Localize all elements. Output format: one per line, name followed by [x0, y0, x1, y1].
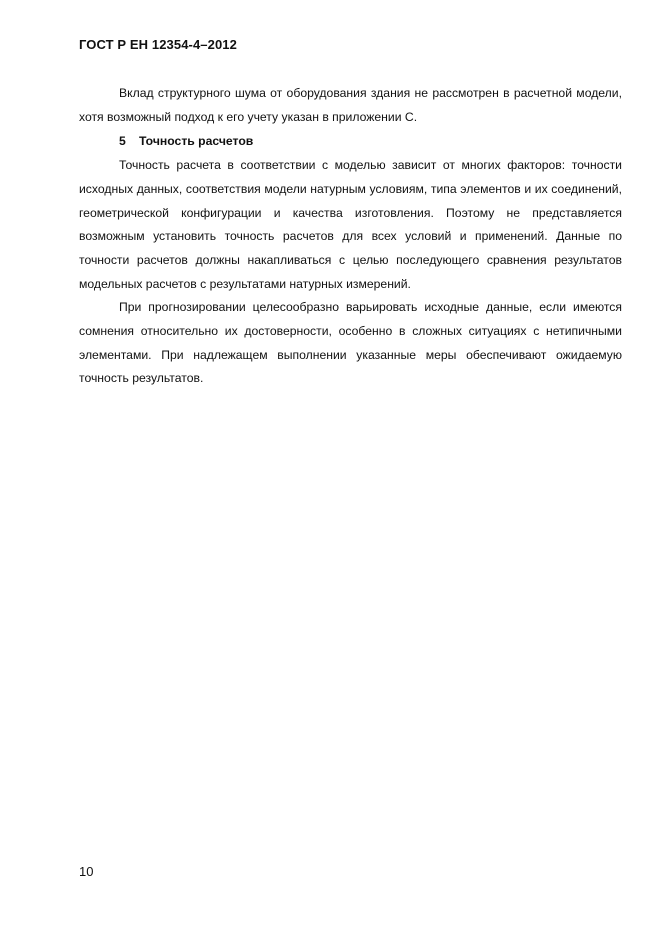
paragraph-intro: Вклад структурного шума от оборудования здания не рассмотрен в расчетной модели, хотя возможный подход к его учету указан в приложении С.: [79, 86, 622, 124]
page-content: [79, 82, 622, 391]
paragraph-accuracy-1: Точность расчета в соответствии с моделью зависит от многих факторов: точности исходных данных, соответствия модели натурным условиям, типа элементов и их соединений, геометрической конфигурации и качества изготовления. Поэтому не представляется возможным установить точность расчетов для всех условий и применений. Данные по точности расчетов должны накапливаться с целью последующего сравнения результатов модельных расчетов с результатами натурных измерений.: [79, 158, 622, 291]
section-title: Точность расчетов: [139, 134, 254, 149]
paragraph-accuracy-2: При прогнозировании целесообразно варьировать исходные данные, если имеются сомнения относительно их достоверности, особенно в сложных ситуациях с нетипичными элементами. При надлежащем выполнении указанные меры обеспечивают ожидаемую точность результатов.: [79, 300, 622, 386]
page-number: 10: [79, 864, 94, 879]
document-header: ГОСТ Р ЕН 12354-4–2012: [79, 37, 237, 52]
section-number: 5: [119, 134, 126, 149]
section-heading: [79, 130, 622, 154]
